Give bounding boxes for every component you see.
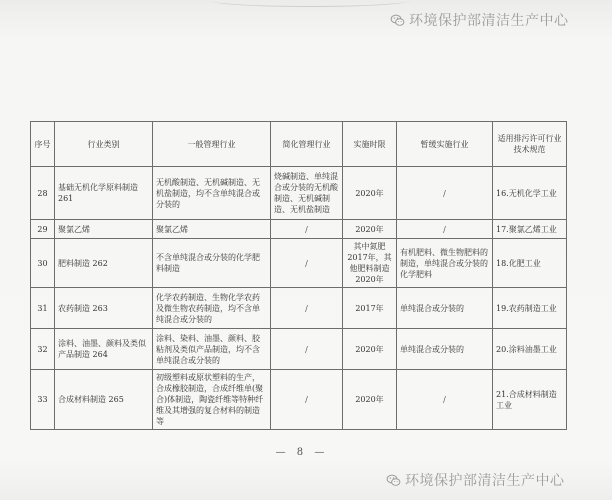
cell-spec: 19.农药制造工业 bbox=[493, 288, 567, 329]
wechat-icon bbox=[390, 13, 405, 28]
header-deferred: 暂缓实施行业 bbox=[397, 122, 493, 167]
cell-deadline: 2020年 bbox=[343, 329, 397, 370]
cell-category: 涂料、油墨、颜料及类似产品制造 264 bbox=[55, 329, 153, 370]
cell-category: 农药制造 263 bbox=[55, 288, 153, 329]
watermark-top bbox=[390, 10, 569, 30]
cell-simplified: / bbox=[271, 288, 343, 329]
table-row bbox=[31, 167, 567, 220]
cell-deadline: 2020年 bbox=[343, 370, 397, 430]
watermark-bottom bbox=[386, 470, 565, 490]
industry-table bbox=[30, 121, 567, 430]
cell-spec: 21.合成材料制造工业 bbox=[493, 370, 567, 430]
cell-deadline: 其中氮肥2017年，其他肥料制造2020年 bbox=[343, 239, 397, 288]
cell-spec: 17.聚氯乙烯工业 bbox=[493, 220, 567, 239]
cell-no: 32 bbox=[31, 329, 55, 370]
cell-deferred: / bbox=[397, 220, 493, 239]
cell-spec: 20.涂料油墨工业 bbox=[493, 329, 567, 370]
header-category: 行业类别 bbox=[55, 122, 153, 167]
cell-general: 不含单纯混合或分装的化学肥料制造 bbox=[153, 239, 271, 288]
cell-spec: 18.化肥工业 bbox=[493, 239, 567, 288]
cell-simplified: / bbox=[271, 220, 343, 239]
cell-deferred: / bbox=[397, 370, 493, 430]
cell-deferred: 单纯混合或分装的 bbox=[397, 329, 493, 370]
cell-category: 基础无机化学原料制造 261 bbox=[55, 167, 153, 220]
header-general: 一般管理行业 bbox=[153, 122, 271, 167]
cell-deadline: 2017年 bbox=[343, 288, 397, 329]
page-number: — 8 — bbox=[275, 447, 329, 458]
cell-category: 肥料制造 262 bbox=[55, 239, 153, 288]
cell-no: 31 bbox=[31, 288, 55, 329]
cell-deferred: 有机肥料、微生物肥料的制造，单纯混合或分装的化学肥料 bbox=[397, 239, 493, 288]
cell-no: 30 bbox=[31, 239, 55, 288]
cell-no: 33 bbox=[31, 370, 55, 430]
cell-general: 涂料、染料、油墨、颜料、胶粘剂及类似产品制造，均不含单纯混合或分装的 bbox=[153, 329, 271, 370]
cell-deferred: / bbox=[397, 167, 493, 220]
table-row bbox=[31, 288, 567, 329]
cell-general: 聚氯乙烯 bbox=[153, 220, 271, 239]
cell-spec: 16.无机化学工业 bbox=[493, 167, 567, 220]
header-no: 序号 bbox=[31, 122, 55, 167]
cell-general: 化学农药制造、生物化学农药及微生物农药制造，均不含单纯混合或分装的 bbox=[153, 288, 271, 329]
header-simplified: 简化管理行业 bbox=[271, 122, 343, 167]
cell-simplified: / bbox=[271, 239, 343, 288]
cell-simplified: / bbox=[271, 370, 343, 430]
header-deadline: 实施时限 bbox=[343, 122, 397, 167]
cell-general: 初级塑料或原状塑料的生产，合成橡胶制造，合成纤维单(聚合)体制造，陶瓷纤维等特种纤维及其增强的复合材料的制造等 bbox=[153, 370, 271, 430]
watermark-text: 环境保护部清洁生产中心 bbox=[405, 473, 565, 489]
table-header-row bbox=[31, 122, 567, 167]
cell-deadline: 2020年 bbox=[343, 167, 397, 220]
cell-simplified: / bbox=[271, 329, 343, 370]
wechat-icon bbox=[386, 473, 401, 488]
cell-category: 聚氯乙烯 bbox=[55, 220, 153, 239]
cell-general: 无机酸制造、无机碱制造、无机盐制造，均不含单纯混合或分装的 bbox=[153, 167, 271, 220]
cell-no: 28 bbox=[31, 167, 55, 220]
table-row bbox=[31, 370, 567, 430]
cell-category: 合成材料制造 265 bbox=[55, 370, 153, 430]
table-row bbox=[31, 329, 567, 370]
cell-no: 29 bbox=[31, 220, 55, 239]
header-spec: 适用排污许可行业技术规范 bbox=[493, 122, 567, 167]
table-row bbox=[31, 239, 567, 288]
cell-deferred: 单纯混合或分装的 bbox=[397, 288, 493, 329]
cell-deadline: 2020年 bbox=[343, 220, 397, 239]
table-row bbox=[31, 220, 567, 239]
watermark-text: 环境保护部清洁生产中心 bbox=[409, 13, 569, 29]
cell-simplified: 烧碱制造、单纯混合或分装的无机酸制造、无机碱制造、无机盐制造 bbox=[271, 167, 343, 220]
